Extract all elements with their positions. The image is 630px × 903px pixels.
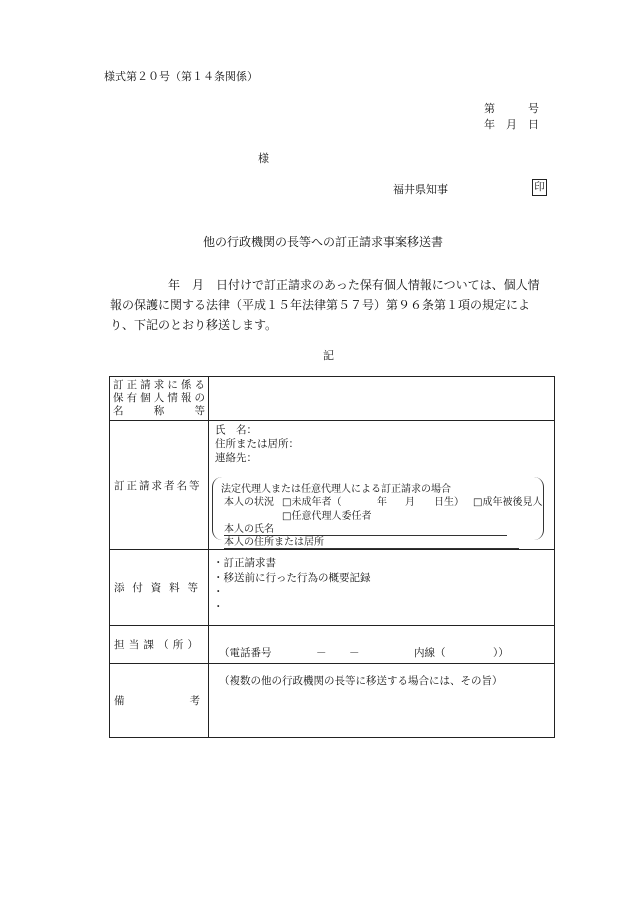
remarks-note: （複数の他の行政機関の長等に移送する場合には、その旨） <box>219 675 503 687</box>
person-address-line <box>224 533 519 549</box>
intro-paragraph <box>110 275 540 335</box>
intro-line-3: り、下記のとおり移送します。 <box>110 318 278 332</box>
document-title: 他の行政機関の長等への訂正請求事案移送書 <box>203 235 444 249</box>
document-date: 年 月 日 <box>484 118 539 131</box>
row-remarks <box>110 664 555 738</box>
seal-box: 印 <box>532 179 547 196</box>
issuer-name: 福井県知事 <box>393 183 448 196</box>
minor-checkbox: □未成年者（ <box>282 497 342 508</box>
phone-label: （電話番号 <box>219 647 272 659</box>
person-name-label: 本人の氏名 <box>224 524 274 535</box>
form-number: 様式第２０号（第１４条関係） <box>104 70 258 83</box>
department-label: 担 当 課 （ 所 ） <box>114 639 198 651</box>
requester-contact: 連絡先： <box>215 452 257 464</box>
extension-label: 内線（ <box>414 647 446 659</box>
row-information-name <box>110 377 555 421</box>
row-requester <box>110 421 555 550</box>
document-number: 第 号 <box>484 102 539 115</box>
ki-heading: 記 <box>323 349 334 362</box>
extension-close: ）） <box>493 647 509 659</box>
status-label: 本人の状況 <box>224 497 274 508</box>
addressee-suffix: 様 <box>258 152 269 165</box>
row-department <box>110 626 555 664</box>
phone-dash-1: － <box>316 647 327 659</box>
proxy-title: 法定代理人または任意代理人による訂正請求の場合 <box>221 484 451 495</box>
value-cell-attachments <box>209 550 555 626</box>
label-cell-information-name <box>110 377 209 421</box>
attachment-item: ・移送前に行った行為の概要記録 <box>213 571 371 584</box>
ward-checkbox: □成年被後見人 <box>473 497 543 508</box>
label-cell-remarks <box>110 664 209 738</box>
requester-name: 氏 名： <box>215 424 257 436</box>
minor-month: 月 <box>405 497 415 508</box>
row-attachments <box>110 550 555 626</box>
requester-label: 訂正請求者名等 <box>114 479 202 492</box>
delegate-checkbox: □任意代理人委任者 <box>282 511 372 522</box>
person-address-label: 本人の住所または居所 <box>224 537 324 548</box>
label-cell-department <box>110 626 209 664</box>
value-cell-requester <box>209 421 555 550</box>
requester-address: 住所または居所： <box>215 438 299 450</box>
value-cell-information-name <box>209 377 555 421</box>
transfer-table <box>109 376 555 738</box>
remarks-label: 備 考 <box>114 695 200 707</box>
label-cell-requester <box>110 421 209 550</box>
attachment-item: ・訂正請求書 <box>213 557 276 569</box>
intro-line-1: 年 月 日付けで訂正請求のあった保有個人情報については、個人情 <box>144 278 540 292</box>
attachment-item: ・ <box>213 586 224 598</box>
attachment-item: ・ <box>213 600 224 613</box>
minor-year: 年 <box>377 497 387 508</box>
intro-line-2: 報の保護に関する法律（平成１５年法律第５７号）第９６条第１項の規定によ <box>110 298 531 312</box>
requester-fields <box>215 423 299 465</box>
label-cell-attachments <box>110 550 209 626</box>
phone-dash-2: － <box>349 647 360 659</box>
value-cell-remarks <box>209 664 555 738</box>
label-line-3: 名 称 等 <box>113 405 205 417</box>
minor-birth: 日生） <box>434 497 464 508</box>
value-cell-department <box>209 626 555 664</box>
attachments-label: 添 付 資 料 等 <box>114 582 198 594</box>
label-line-2: 保 有 個 人 情 報 の <box>113 392 205 404</box>
label-line-1: 訂 正 請 求 に 係 る <box>113 379 205 391</box>
